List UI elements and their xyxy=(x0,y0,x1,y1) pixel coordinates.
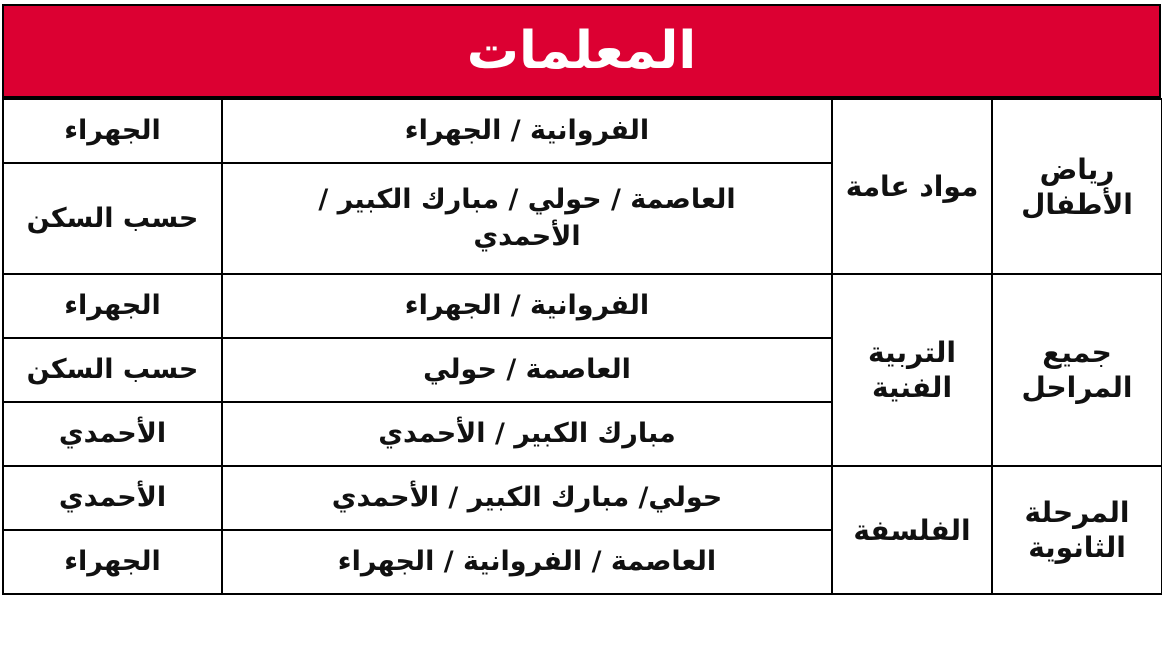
assignment-document xyxy=(2,4,1161,595)
stage-cell: رياض الأطفال xyxy=(992,99,1162,274)
table-row xyxy=(3,466,1162,530)
stage-cell: جميع المراحل xyxy=(992,274,1162,466)
table-row xyxy=(3,99,1162,163)
areas-cell: الفروانية / الجهراء xyxy=(222,274,832,338)
work-location-cell: حسب السكن xyxy=(3,163,222,274)
work-location-cell: الجهراء xyxy=(3,99,222,163)
stage-cell: المرحلة الثانوية xyxy=(992,466,1162,594)
subject-cell: التربية الفنية xyxy=(832,274,992,466)
title-banner xyxy=(2,4,1161,98)
assignment-table xyxy=(2,98,1162,595)
work-location-cell: الأحمدي xyxy=(3,466,222,530)
areas-cell: الفروانية / الجهراء xyxy=(222,99,832,163)
areas-cell: العاصمة / الفروانية / الجهراء xyxy=(222,530,832,594)
subject-cell: مواد عامة xyxy=(832,99,992,274)
areas-cell: مبارك الكبير / الأحمدي xyxy=(222,402,832,466)
page-title: المعلمات xyxy=(466,21,697,81)
areas-cell: حولي/ مبارك الكبير / الأحمدي xyxy=(222,466,832,530)
work-location-cell: الجهراء xyxy=(3,530,222,594)
subject-cell: الفلسفة xyxy=(832,466,992,594)
work-location-cell: حسب السكن xyxy=(3,338,222,402)
work-location-cell: الأحمدي xyxy=(3,402,222,466)
work-location-cell: الجهراء xyxy=(3,274,222,338)
table-row xyxy=(3,274,1162,338)
areas-cell: العاصمة / حولي xyxy=(222,338,832,402)
areas-cell: العاصمة / حولي / مبارك الكبير / الأحمدي xyxy=(222,163,832,274)
